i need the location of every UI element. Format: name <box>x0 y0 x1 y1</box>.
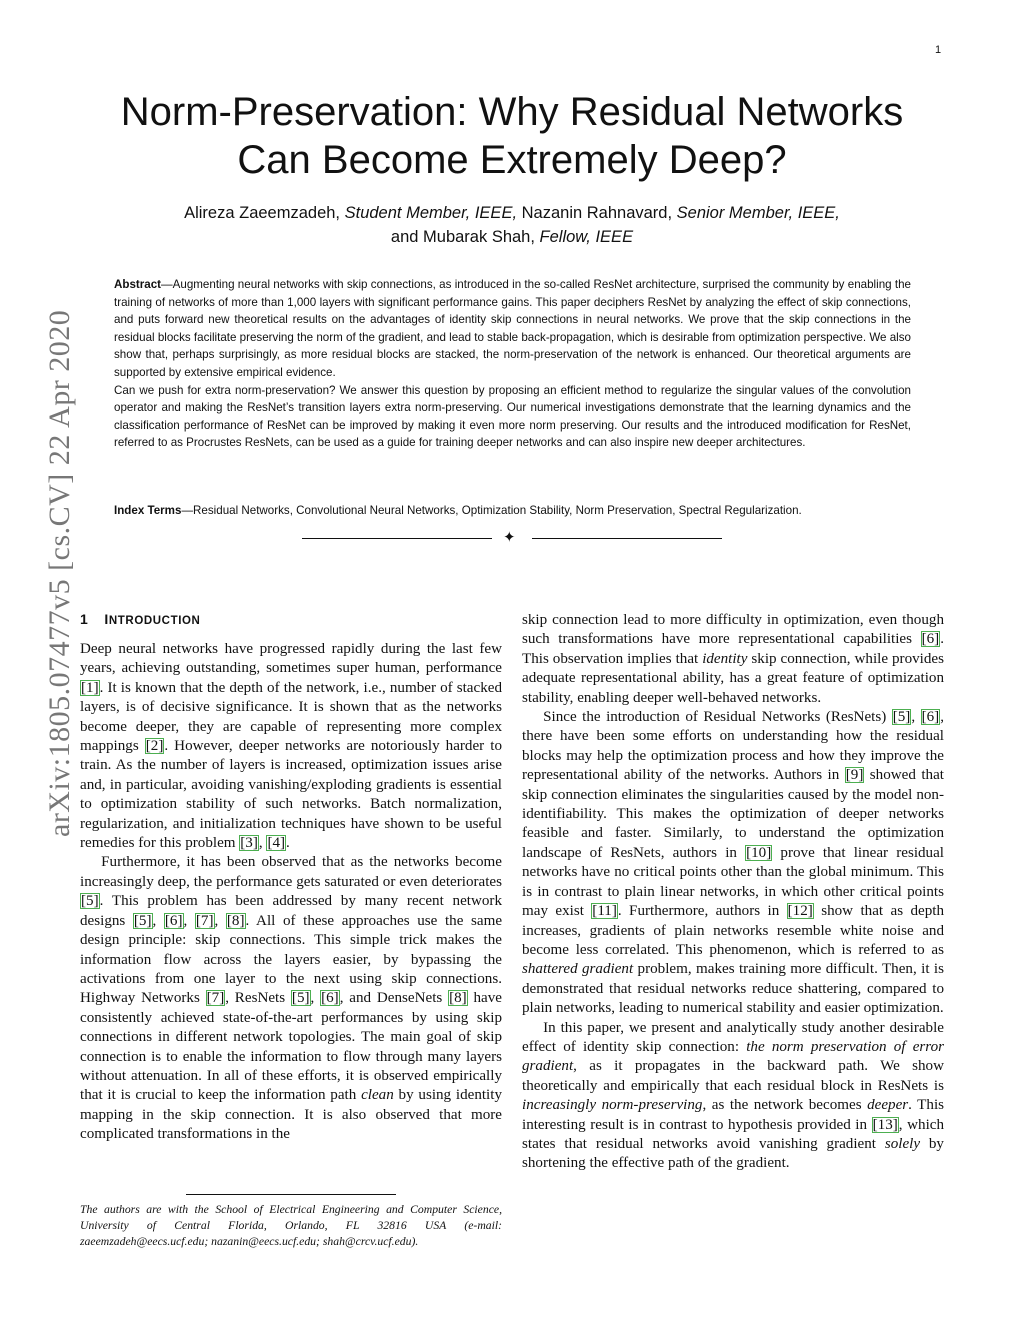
abstract-label: Abstract <box>114 278 162 291</box>
paper-title: Norm-Preservation: Why Residual Networks Can Become Extremely Deep? <box>120 90 904 182</box>
author-2-role: Senior Member, IEEE, <box>676 204 840 222</box>
citation-link[interactable]: [7] <box>206 990 225 1007</box>
citation-link[interactable]: [2] <box>145 738 164 755</box>
body-paragraph: Since the introduction of Residual Networks (ResNets) [5], [6], there have been some efforts on understanding how the residual blocks may help the optimization process and how they improve the representational ability of the networks. Authors in [9] showed that skip connection eliminates the singularities caused by the model non-identifiability. This makes the optimization of deeper networks feasible and faster. Similarly, to understand the optimization landscape of ResNets, authors in [10] prove that linear residual networks have no critical points other than the global minimum. This is in contrast to plain linear networks, in which other critical points may exist [11]. Furthermore, authors in [12] show that as depth increases, gradients of plain networks resemble white noise and become less correlated. This phenomenon, which is referred to as shattered gradient problem, makes training more difficult. Then, it is demonstrated that residual networks reduce shattering, compared to plain networks, leading to numerical stability and easier optimization. <box>522 709 945 1017</box>
separator-line-right <box>532 538 722 539</box>
citation-link[interactable]: [12] <box>787 903 813 920</box>
citation-link[interactable]: [9] <box>845 767 864 784</box>
abstract-paragraph-2: Can we push for extra norm-preservation? We answer this question by proposing an efficient method to regularize the singular values of the convolution operator and making the ResNet’s transition layers extra norm-preserving. Our numerical investigations demonstrate that the learning dynamics and the classification performance of ResNet can be improved by making it even more norm preserving. Our results and the introduced modification for ResNet, referred to as Procrustes ResNets, can be used as a guide for training deeper networks and can also inspire new deeper architectures. <box>114 383 911 450</box>
body-paragraph: Deep neural networks have progressed rapidly during the last few years, achieving outstanding, sometimes super human, performance [1]. It is known that the depth of the network, i.e., number of stacked layers, is of decisive significance. It is shown that as the networks become deeper, they are capable of representing more complex mappings [2]. However, deeper networks are notoriously harder to train. As the number of layers is increased, optimization issues arise and, in particular, avoiding vanishing/exploding gradients is essential to optimization stability of such networks. Batch normalization, regularization, and initialization techniques have shown to be useful remedies for this problem [3], [4]. <box>80 641 503 852</box>
citation-link[interactable]: [5] <box>133 912 152 929</box>
citation-link[interactable]: [1] <box>81 679 99 696</box>
separator-line-left <box>302 538 492 539</box>
author-list <box>100 202 924 250</box>
citation-link[interactable]: [6] <box>921 709 940 726</box>
citation-link[interactable]: [5] <box>81 893 99 910</box>
body-paragraph: In this paper, we present and analytically study another desirable effect of identity skip connection: the norm preservation of error gradient, as it propagates in the backward path. We show theoretically and empirically that each residual block in ResNets is increasingly norm-preserving, as the network becomes deeper. This interesting result is in contrast to hypothesis provided in [13], which states that residual networks avoid vanishing gradient solely by shortening the effective path of the gradient. <box>522 1019 945 1172</box>
section-title-rest: NTRODUCTION <box>108 615 201 627</box>
citation-link[interactable]: [6] <box>321 990 339 1007</box>
body-column-right <box>522 611 944 1174</box>
separator-diamond-icon: ✦ <box>503 528 516 546</box>
body-column-left <box>80 640 502 1145</box>
author-affiliation-footnote: The authors are with the School of Electrical Engineering and Computer Science, University of Central Florida, Orlando, FL 32816 USA (e-mail: zaeemzadeh@eecs.ucf.edu; nazanin@eecs.ucf.edu; shah@crcv.ucf.edu). <box>80 1203 502 1248</box>
author-2-name: Nazanin Rahnavard, <box>521 204 673 222</box>
citation-link[interactable]: [11] <box>592 903 617 920</box>
page-number: 1 <box>935 44 942 56</box>
footnote-rule <box>186 1194 396 1195</box>
citation-link[interactable]: [6] <box>164 912 183 929</box>
citation-link[interactable]: [5] <box>892 709 911 726</box>
abstract-paragraph-1: Augmenting neural networks with skip connections, as introduced in the so-called ResNet architecture, surprised the community by enabling the training of networks of more than 1,000 layers with significant performance gains. This paper deciphers ResNet by analyzing the effect of skip connections, and puts forward new theoretical results on the advantages of identity skip connections in neural networks. We prove that the skip connections in the residual blocks facilitate preserving the norm of the gradient, and lead to stable back-propagation, which is desirable from optimization perspective. We also show that, perhaps surprisingly, as more residual blocks are stacked, the norm-preservation of the network is enhanced. Our theoretical arguments are supported by extensive empirical evidence. <box>114 278 911 380</box>
body-paragraph: Furthermore, it has been observed that as the networks become increasingly deep, the performance gets saturated or even deteriorates [5]. This problem has been addressed by many recent network designs [5], [6], [7], [8]. All of these approaches use the same design principle: skip connections. This simple trick makes the information flow across the layers easier, by bypassing the activations from one layer to the next using skip connections. Highway Networks [7], ResNets [5], [6], and DenseNets [8] have consistently achieved state-of-the-art performances by using skip connections in different network topologies. The main goal of skip connection is to enable the information to flow through many layers without attenuation. In all of these efforts, it is observed empirically that it is crucial to keep the information path clean by using identity mapping in the skip connection. It is also observed that more complicated transformations in the <box>80 854 503 1143</box>
citation-link[interactable]: [4] <box>267 835 286 852</box>
section-title-initial: I <box>104 611 109 627</box>
arxiv-stamp: arXiv:1805.07477v5 [cs.CV] 22 Apr 2020 <box>43 309 76 837</box>
citation-link[interactable]: [6] <box>921 631 940 648</box>
index-terms: Index Terms—Residual Networks, Convolutional Neural Networks, Optimization Stability, Norm Preservation, Spectral Regularization. <box>114 504 802 517</box>
index-terms-label: Index Terms <box>114 504 182 517</box>
citation-link[interactable]: [10] <box>746 844 772 861</box>
author-3-role: Fellow, IEEE <box>539 227 634 246</box>
section-number: 1 <box>80 611 89 627</box>
citation-link[interactable]: [7] <box>195 912 214 929</box>
citation-link[interactable]: [8] <box>449 990 467 1007</box>
citation-link[interactable]: [8] <box>226 912 245 929</box>
author-1-role: Student Member, IEEE, <box>344 204 518 222</box>
index-terms-text: Residual Networks, Convolutional Neural Networks, Optimization Stability, Norm Preservation, Spectral Regularization. <box>193 504 802 517</box>
citation-link[interactable]: [3] <box>240 835 258 852</box>
abstract: Abstract—Augmenting neural networks with skip connections, as introduced in the so-called ResNet architecture, surprised the community by enabling the training of networks of more than 1,000 layers with significant performance gains. This paper deciphers ResNet by analyzing the effect of skip connections, and puts forward new theoretical results on the advantages of identity skip connections in neural networks. We prove that the skip connections in the residual blocks facilitate preserving the norm of the gradient, and lead to stable back-propagation, which is desirable from optimization perspective. We also show that, perhaps surprisingly, as more residual blocks are stacked, the norm-preservation of the network is enhanced. Our theoretical arguments are supported by extensive empirical evidence. Can we push for extra norm-preservation? We answer this question by proposing an efficient method to regularize the singular values of the convolution operator and making the ResNet’s transition layers extra norm-preserving. Our numerical investigations demonstrate that the learning dynamics and the classification performance of ResNet can be improved by making it even more norm preserving. Our results and the introduced modification for ResNet, referred to as Procrustes ResNets, can be used as a guide for training deeper networks and can also inspire new deeper architectures. <box>114 276 911 452</box>
section-heading <box>80 611 200 627</box>
section-separator <box>302 528 722 548</box>
body-paragraph: skip connection lead to more difficulty in optimization, even though such transformations have more representational capabilities [6]. This observation implies that identity skip connection, while provides adequate representational ability, has a great feature of optimization stability, enabling deeper well-behaved networks. <box>522 612 944 706</box>
citation-link[interactable]: [13] <box>872 1116 898 1133</box>
citation-link[interactable]: [5] <box>291 990 310 1007</box>
author-1-name: Alireza Zaeemzadeh, <box>184 204 341 222</box>
author-3-name: and Mubarak Shah, <box>390 227 535 246</box>
